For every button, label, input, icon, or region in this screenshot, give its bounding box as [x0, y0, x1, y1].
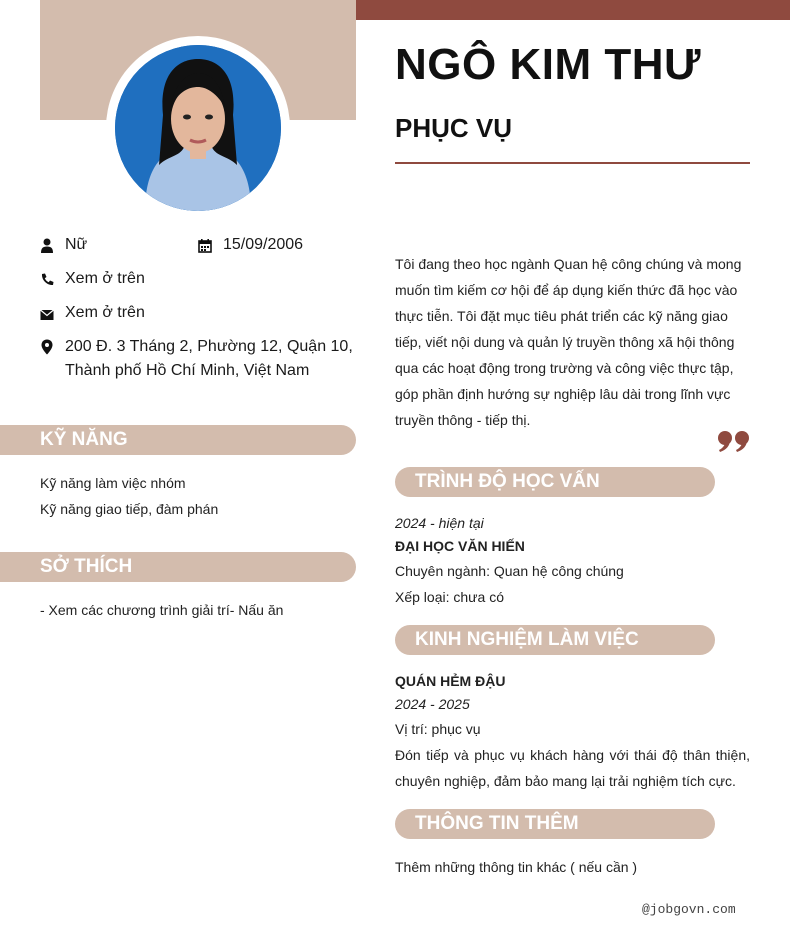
skill-item: Kỹ năng làm việc nhóm — [40, 475, 186, 491]
education-heading: TRÌNH ĐỘ HỌC VẤN — [395, 467, 715, 497]
phone-icon — [40, 272, 54, 288]
extra-info-heading: THÔNG TIN THÊM — [395, 809, 715, 839]
education-school: ĐẠI HỌC VĂN HIẾN — [395, 538, 525, 554]
full-name: NGÔ KIM THƯ — [395, 40, 701, 89]
experience-period: 2024 - 2025 — [395, 696, 470, 712]
phone-value: Xem ở trên — [65, 270, 145, 287]
address-row — [40, 335, 353, 383]
hobbies-heading: SỞ THÍCH — [0, 552, 356, 582]
address-text — [65, 335, 353, 383]
quote-icon — [717, 428, 751, 454]
skills-heading: KỸ NĂNG — [0, 425, 356, 455]
education-grade: Xếp loại: chưa có — [395, 589, 504, 605]
email-row — [40, 304, 145, 322]
top-accent-bar — [356, 0, 790, 20]
gender-row — [40, 236, 87, 254]
experience-role: Vị trí: phục vụ — [395, 721, 481, 737]
extra-info-text: Thêm những thông tin khác ( nếu cần ) — [395, 859, 638, 875]
experience-company: QUÁN HẺM ĐẬU — [395, 673, 506, 689]
experience-heading: KINH NGHIỆM LÀM VIỆC — [395, 625, 715, 655]
envelope-icon — [40, 306, 54, 322]
education-major: Chuyên ngành: Quan hệ công chúng — [395, 563, 624, 579]
avatar — [115, 45, 281, 211]
birthdate-value: 15/09/2006 — [223, 236, 304, 253]
job-title: PHỤC VỤ — [395, 113, 513, 143]
profile-photo — [115, 45, 281, 211]
title-divider — [395, 162, 750, 164]
calendar-icon — [198, 238, 212, 254]
footer-watermark: @jobgovn.com — [642, 902, 736, 917]
career-objective: Tôi đang theo học ngành Quan hệ công chúng và mong muốn tìm kiếm cơ hội để áp dụng kiến thức đã học vào thực tiễn. Tôi đặt mục tiêu phát triển các kỹ năng giao tiếp, viết nội dung và quản lý truyền thông xã hội thông qua các hoạt động trong trường và công việc thực tập, góp phần định hướng sự nghiệp lâu dài trong lĩnh vực truyền thông - tiếp thị. — [395, 256, 742, 428]
address-line-2: Thành phố Hồ Chí Minh, Việt Nam — [65, 362, 310, 379]
phone-row — [40, 270, 145, 288]
education-period: 2024 - hiện tại — [395, 515, 484, 531]
hobbies-text: - Xem các chương trình giải trí- Nấu ăn — [40, 602, 284, 618]
birthdate-row — [198, 236, 303, 254]
skill-item: Kỹ năng giao tiếp, đàm phán — [40, 501, 219, 517]
gender-value: Nữ — [65, 236, 88, 253]
email-value: Xem ở trên — [65, 304, 145, 321]
experience-description: Đón tiếp và phục vụ khách hàng với thái độ thân thiện, chuyên nghiệp, đảm bảo mang lại trải nghiệm tích cực. — [395, 747, 750, 789]
person-icon — [40, 238, 54, 254]
map-pin-icon — [40, 339, 54, 355]
address-line-1: 200 Đ. 3 Tháng 2, Phường 12, Quận 10, — [65, 338, 353, 355]
